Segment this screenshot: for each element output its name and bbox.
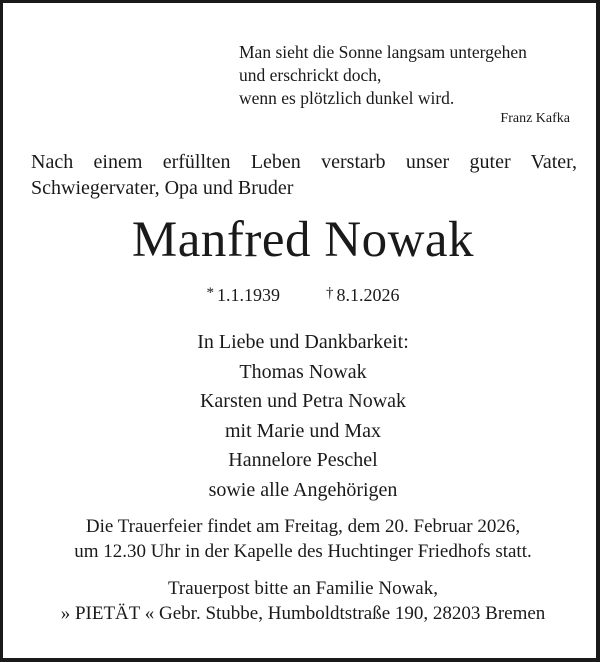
- mourner: sowie alle Angehörigen: [208, 478, 398, 501]
- service-line: Die Trauerfeier findet am Freitag, dem 20. Februar 2026,: [85, 516, 521, 537]
- mourner: mit Marie und Max: [224, 419, 382, 442]
- intro-text: [31, 149, 577, 201]
- mourners-list: [3, 328, 600, 505]
- quote-line: Man sieht die Sonne langsam untergehen: [239, 42, 527, 62]
- funeral-service-info: [3, 514, 600, 564]
- mourner: Hannelore Peschel: [228, 449, 378, 471]
- address-line: » PIETÄT « Gebr. Stubbe, Humboldtstraße 190, 28203 Bremen: [60, 603, 546, 624]
- service-line: um 12.30 Uhr in der Kapelle des Huchtinger Friedhofs statt.: [74, 541, 532, 562]
- mourner: Thomas Nowak: [239, 360, 367, 383]
- birth-date: 1.1.1939: [217, 285, 280, 305]
- kafka-quote: [239, 41, 579, 110]
- condolence-address: [3, 576, 600, 626]
- quote-author: Franz Kafka: [500, 111, 570, 126]
- mourner: Karsten und Petra Nowak: [199, 390, 407, 412]
- address-line: Trauerpost bitte an Familie Nowak,: [167, 578, 438, 599]
- deceased-name: Manfred Nowak: [131, 212, 475, 268]
- intro-line: Schwiegervater, Opa und Bruder: [31, 177, 294, 199]
- mourners-heading: In Liebe und Dankbarkeit:: [197, 331, 409, 353]
- quote-line: wenn es plötzlich dunkel wird.: [239, 88, 455, 108]
- intro-line: Nach einem erfüllten Leben verstarb unser guter Vater,: [31, 151, 577, 173]
- death-cross-icon: †: [326, 285, 334, 301]
- birth-star-icon: *: [206, 285, 214, 301]
- quote-line: und erschrickt doch,: [239, 65, 382, 85]
- life-dates: [3, 285, 600, 306]
- death-date: 8.1.2026: [336, 285, 400, 305]
